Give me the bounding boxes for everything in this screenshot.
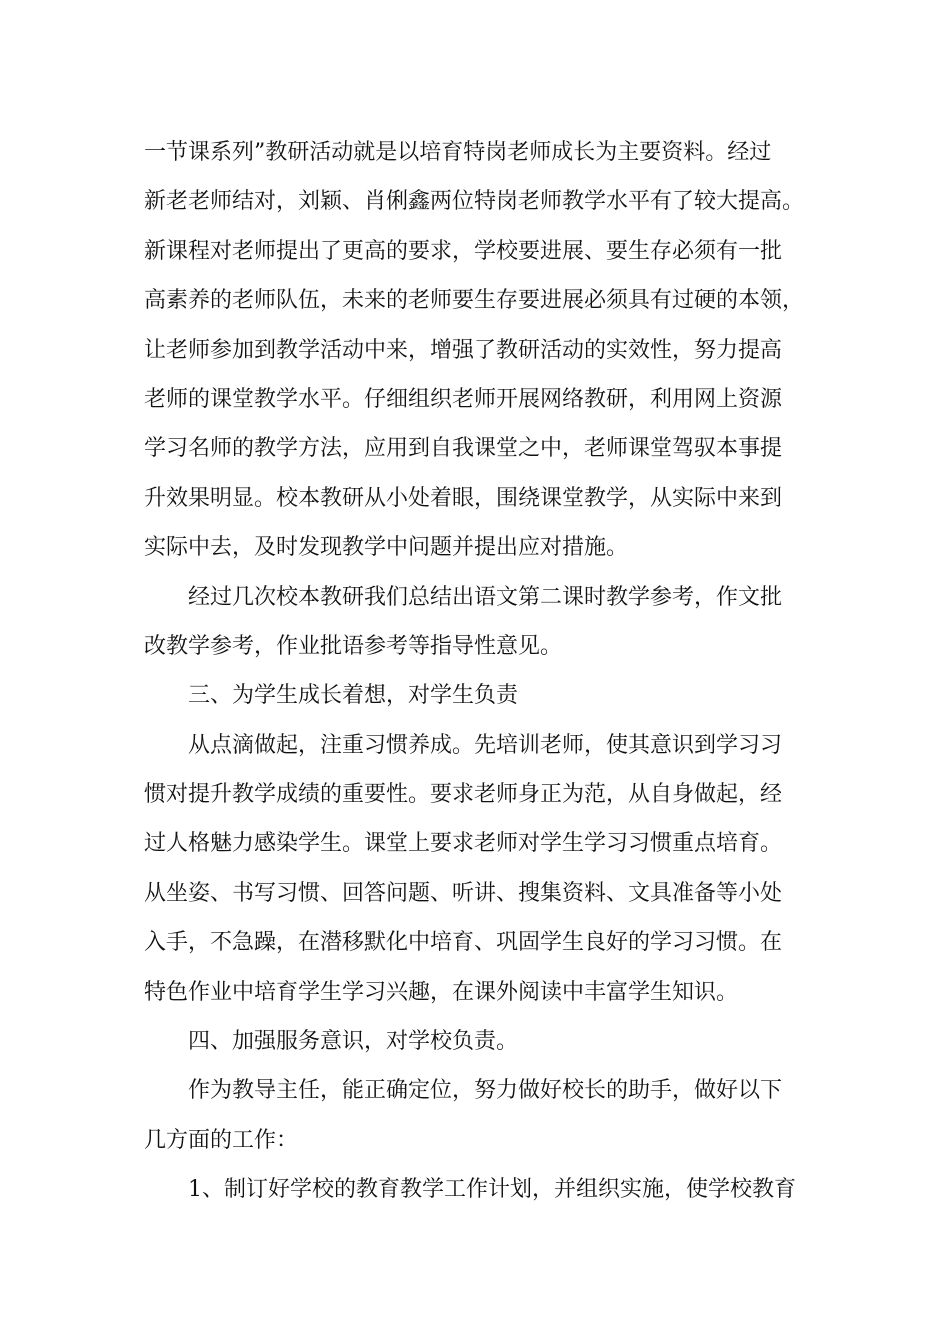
text-line: 实际中去，及时发现教学中问题并提出应对措施。: [144, 535, 629, 561]
text-line: 让老师参加到教学活动中来，增强了教研活动的实效性，努力提高: [144, 337, 783, 363]
text-line: 入手，不急躁，在潜移默化中培育、巩固学生良好的学习习惯。在: [144, 930, 783, 956]
text-line: 老师的课堂教学水平。仔细组织老师开展网络教研，利用网上资源: [144, 386, 783, 412]
text-line: 学习名师的教学方法，应用到自我课堂之中，老师课堂驾驭本事提: [144, 436, 783, 462]
text-line: 新课程对老师提出了更高的要求，学校要进展、要生存必须有一批: [144, 238, 783, 264]
text-line: 从点滴做起，注重习惯养成。先培训老师，使其意识到学习习: [188, 732, 783, 758]
text-line: 高素养的老师队伍，未来的老师要生存要进展必须具有过硬的本领，: [144, 288, 805, 314]
text-line: 作为教导主任，能正确定位，努力做好校长的助手，做好以下: [188, 1078, 783, 1104]
text-line: 从坐姿、书写习惯、回答问题、听讲、搜集资料、文具准备等小处: [144, 880, 783, 906]
text-line: 一节课系列”教研活动就是以培育特岗老师成长为主要资料。经过: [144, 140, 772, 165]
section-heading: 三、为学生成长着想，对学生负责: [188, 683, 519, 709]
text-line: 改教学参考，作业批语参考等指导性意见。: [144, 633, 563, 659]
text-line: 特色作业中培育学生学习兴趣，在课外阅读中丰富学生知识。: [144, 979, 739, 1005]
text-line: 几方面的工作：: [144, 1127, 299, 1153]
text-line: 升效果明显。校本教研从小处着眼，围绕课堂教学，从实际中来到: [144, 485, 783, 511]
list-item: 1、制订好学校的教育教学工作计划，并组织实施，使学校教育: [188, 1177, 796, 1203]
text-line: 新老老师结对，刘颖、肖俐鑫两位特岗老师教学水平有了较大提高。: [144, 189, 805, 215]
section-heading: 四、加强服务意识，对学校负责。: [188, 1029, 519, 1055]
text-line: 经过几次校本教研我们总结出语文第二课时教学参考，作文批: [188, 584, 783, 610]
text-line: 过人格魅力感染学生。课堂上要求老师对学生学习习惯重点培育。: [144, 831, 783, 857]
document-body: [144, 128, 814, 1215]
text-line: 惯对提升教学成绩的重要性。要求老师身正为范，从自身做起，经: [144, 782, 783, 808]
